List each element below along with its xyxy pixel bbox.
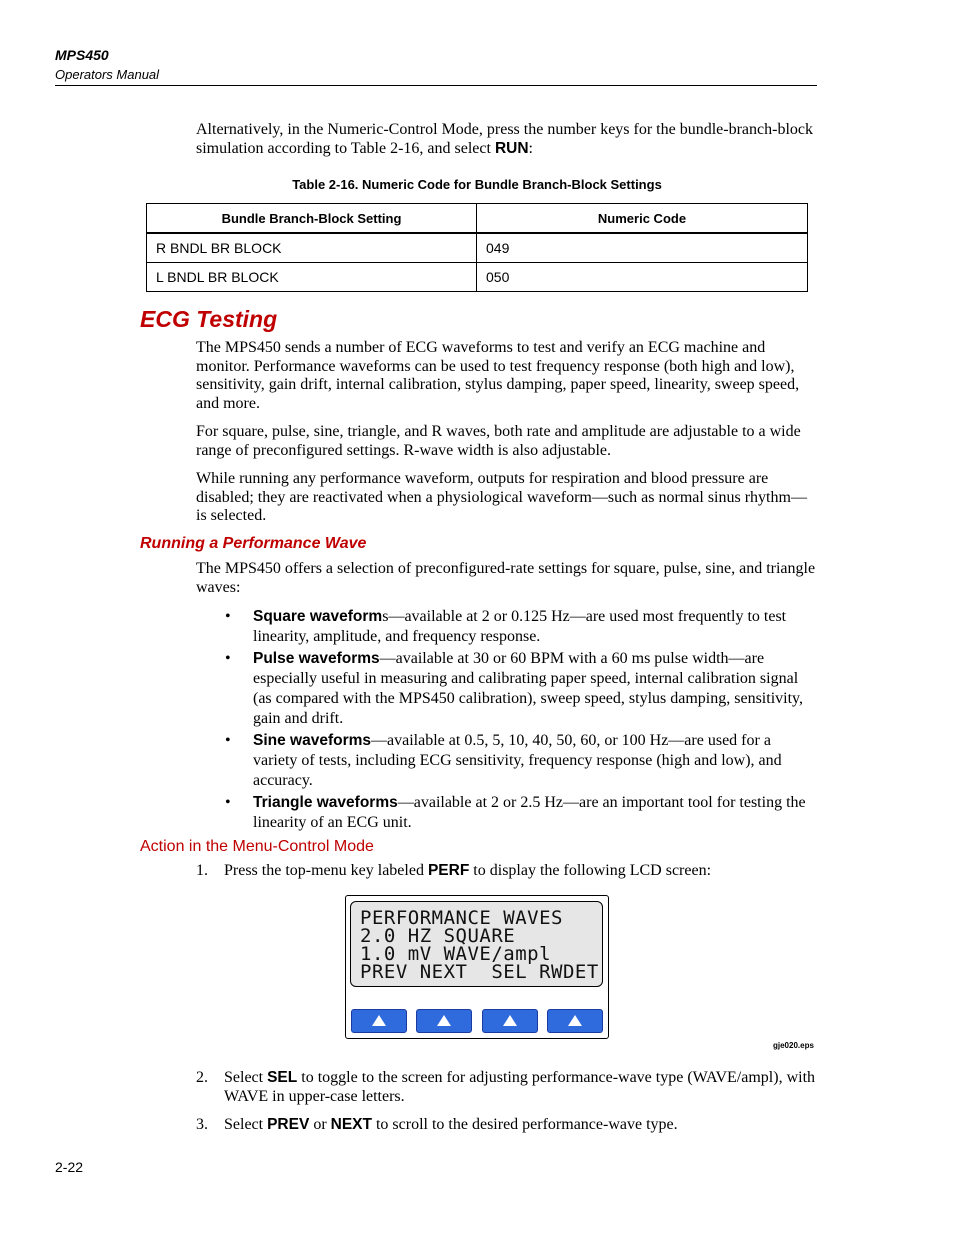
- step-text-part: to scroll to the desired performance-wave type.: [371, 1116, 678, 1133]
- paragraph: While running any performance waveform, outputs for respiration and blood pressure are disabled; they are reactivated when a physiological waveform—such as normal sinus rhythm—is selected.: [196, 470, 807, 524]
- softkey-2-button[interactable]: [416, 1009, 472, 1033]
- step-text: [224, 1116, 816, 1135]
- up-arrow-icon: [503, 1015, 517, 1026]
- up-arrow-icon: [372, 1015, 386, 1026]
- table-header-code: Numeric Code: [477, 204, 808, 234]
- step-number: 1.: [196, 862, 208, 879]
- table-caption: Table 2-16. Numeric Code for Bundle Branch-Block Settings: [292, 177, 662, 192]
- intro-text: Alternatively, in the Numeric-Control Mode, press the number keys for the bundle-branch-block simulation according to Table 2-16, and select: [196, 121, 814, 157]
- table-header-row: [147, 204, 808, 234]
- section-heading: ECG Testing: [140, 306, 278, 332]
- page-number: 2-22: [55, 1159, 84, 1175]
- bullet-lead: Sine waveforms: [253, 732, 372, 749]
- header-subtitle: Operators Manual: [55, 67, 160, 82]
- bullet-icon: •: [225, 650, 231, 667]
- key-sel: SEL: [267, 1069, 298, 1086]
- step-text: [224, 1069, 816, 1106]
- key-next: NEXT: [330, 1116, 372, 1133]
- step-number: 3.: [196, 1116, 208, 1133]
- bullet-lead: Pulse waveforms: [253, 650, 380, 667]
- subsection-heading: Running a Performance Wave: [140, 535, 367, 552]
- table-header-setting: Bundle Branch-Block Setting: [147, 204, 477, 234]
- table-cell: 050: [477, 263, 808, 292]
- subsubsection-heading: Action in the Menu-Control Mode: [140, 838, 374, 855]
- waveform-list: [223, 607, 815, 835]
- table-cell: 049: [477, 233, 808, 263]
- softkey-3-button[interactable]: [482, 1009, 538, 1033]
- step-number: 2.: [196, 1069, 208, 1086]
- header-title: MPS450: [55, 47, 109, 63]
- step-text: [224, 862, 816, 881]
- lcd-line-3: 1.0 mV WAVE/ampl: [360, 943, 552, 965]
- up-arrow-icon: [568, 1015, 582, 1026]
- step-text-part: Select: [224, 1069, 268, 1086]
- bullet-text: —available at 30 or 60 BPM with a 60 ms pulse width—are especially useful in measuring and calibrating paper speed, internal calibration signal (as compared with the MPS450 calibration), sweep speed, stylus damping, sensitivity, gain and drift.: [253, 650, 803, 727]
- bullet-text: —available at 0.5, 5, 10, 40, 50, 60, or 100 Hz—are used for a variety of tests, including ECG sensitivity, frequency response (high and low), and accuracy.: [253, 732, 782, 789]
- lcd-line-4: PREV NEXT SEL RWDET: [360, 961, 599, 983]
- bullet-text: s—available at 2 or 0.125 Hz—are used most frequently to test linearity, amplitude, and frequency response.: [253, 608, 787, 645]
- softkey-4-button[interactable]: [547, 1009, 603, 1033]
- lcd-figure: [345, 895, 609, 1039]
- intro-paragraph: [196, 121, 816, 158]
- lcd-line-1: PERFORMANCE WAVES: [360, 907, 563, 929]
- bullet-icon: •: [225, 732, 231, 749]
- bundle-branch-table: [146, 203, 808, 292]
- lcd-screen: [350, 901, 603, 987]
- list-item: [223, 607, 815, 647]
- key-perf: PERF: [427, 862, 470, 879]
- table-row: [147, 263, 808, 292]
- softkey-1-button[interactable]: [351, 1009, 407, 1033]
- table-cell: L BNDL BR BLOCK: [147, 263, 477, 292]
- lcd-line-2: 2.0 HZ SQUARE: [360, 925, 516, 947]
- bullet-text: —available at 2 or 2.5 Hz—are an important tool for testing the linearity of an ECG unit.: [253, 794, 806, 831]
- bullet-icon: •: [225, 794, 231, 811]
- table-row: [147, 233, 808, 263]
- header-rule: [55, 85, 817, 86]
- list-item: [223, 649, 815, 729]
- bullet-icon: •: [225, 608, 231, 625]
- key-run: RUN: [494, 139, 529, 157]
- table-cell: R BNDL BR BLOCK: [147, 233, 477, 263]
- paragraph: The MPS450 sends a number of ECG waveforms to test and verify an ECG machine and monitor. Performance waveforms can be used to test frequency response (both high and low), sensitivity, gain drift, internal calibration, stylus damping, paper speed, linearity, sweep speed, and more.: [196, 339, 800, 412]
- step-text-part: to display the following LCD screen:: [469, 862, 712, 879]
- paragraph: For square, pulse, sine, triangle, and R waves, both rate and amplitude are adjustable to a wide range of preconfigured settings. R-wave width is also adjustable.: [196, 423, 801, 459]
- step-text-part: to toggle to the screen for adjusting performance-wave type (WAVE/ampl), with WAVE in upper-case letters.: [224, 1069, 816, 1105]
- intro-text-end: :: [528, 139, 533, 157]
- list-item: [223, 731, 815, 791]
- bullet-lead: Triangle waveforms: [253, 794, 398, 811]
- step-text-part: Press the top-menu key labeled: [224, 862, 428, 879]
- up-arrow-icon: [437, 1015, 451, 1026]
- step-text-part: or: [309, 1116, 331, 1133]
- step-text-part: Select: [224, 1116, 268, 1133]
- paragraph: The MPS450 offers a selection of preconfigured-rate settings for square, pulse, sine, and triangle waves:: [196, 560, 816, 596]
- bullet-lead: Square waveform: [253, 608, 383, 625]
- figure-id: gje020.eps: [773, 1041, 814, 1050]
- key-prev: PREV: [267, 1116, 310, 1133]
- list-item: [223, 793, 815, 833]
